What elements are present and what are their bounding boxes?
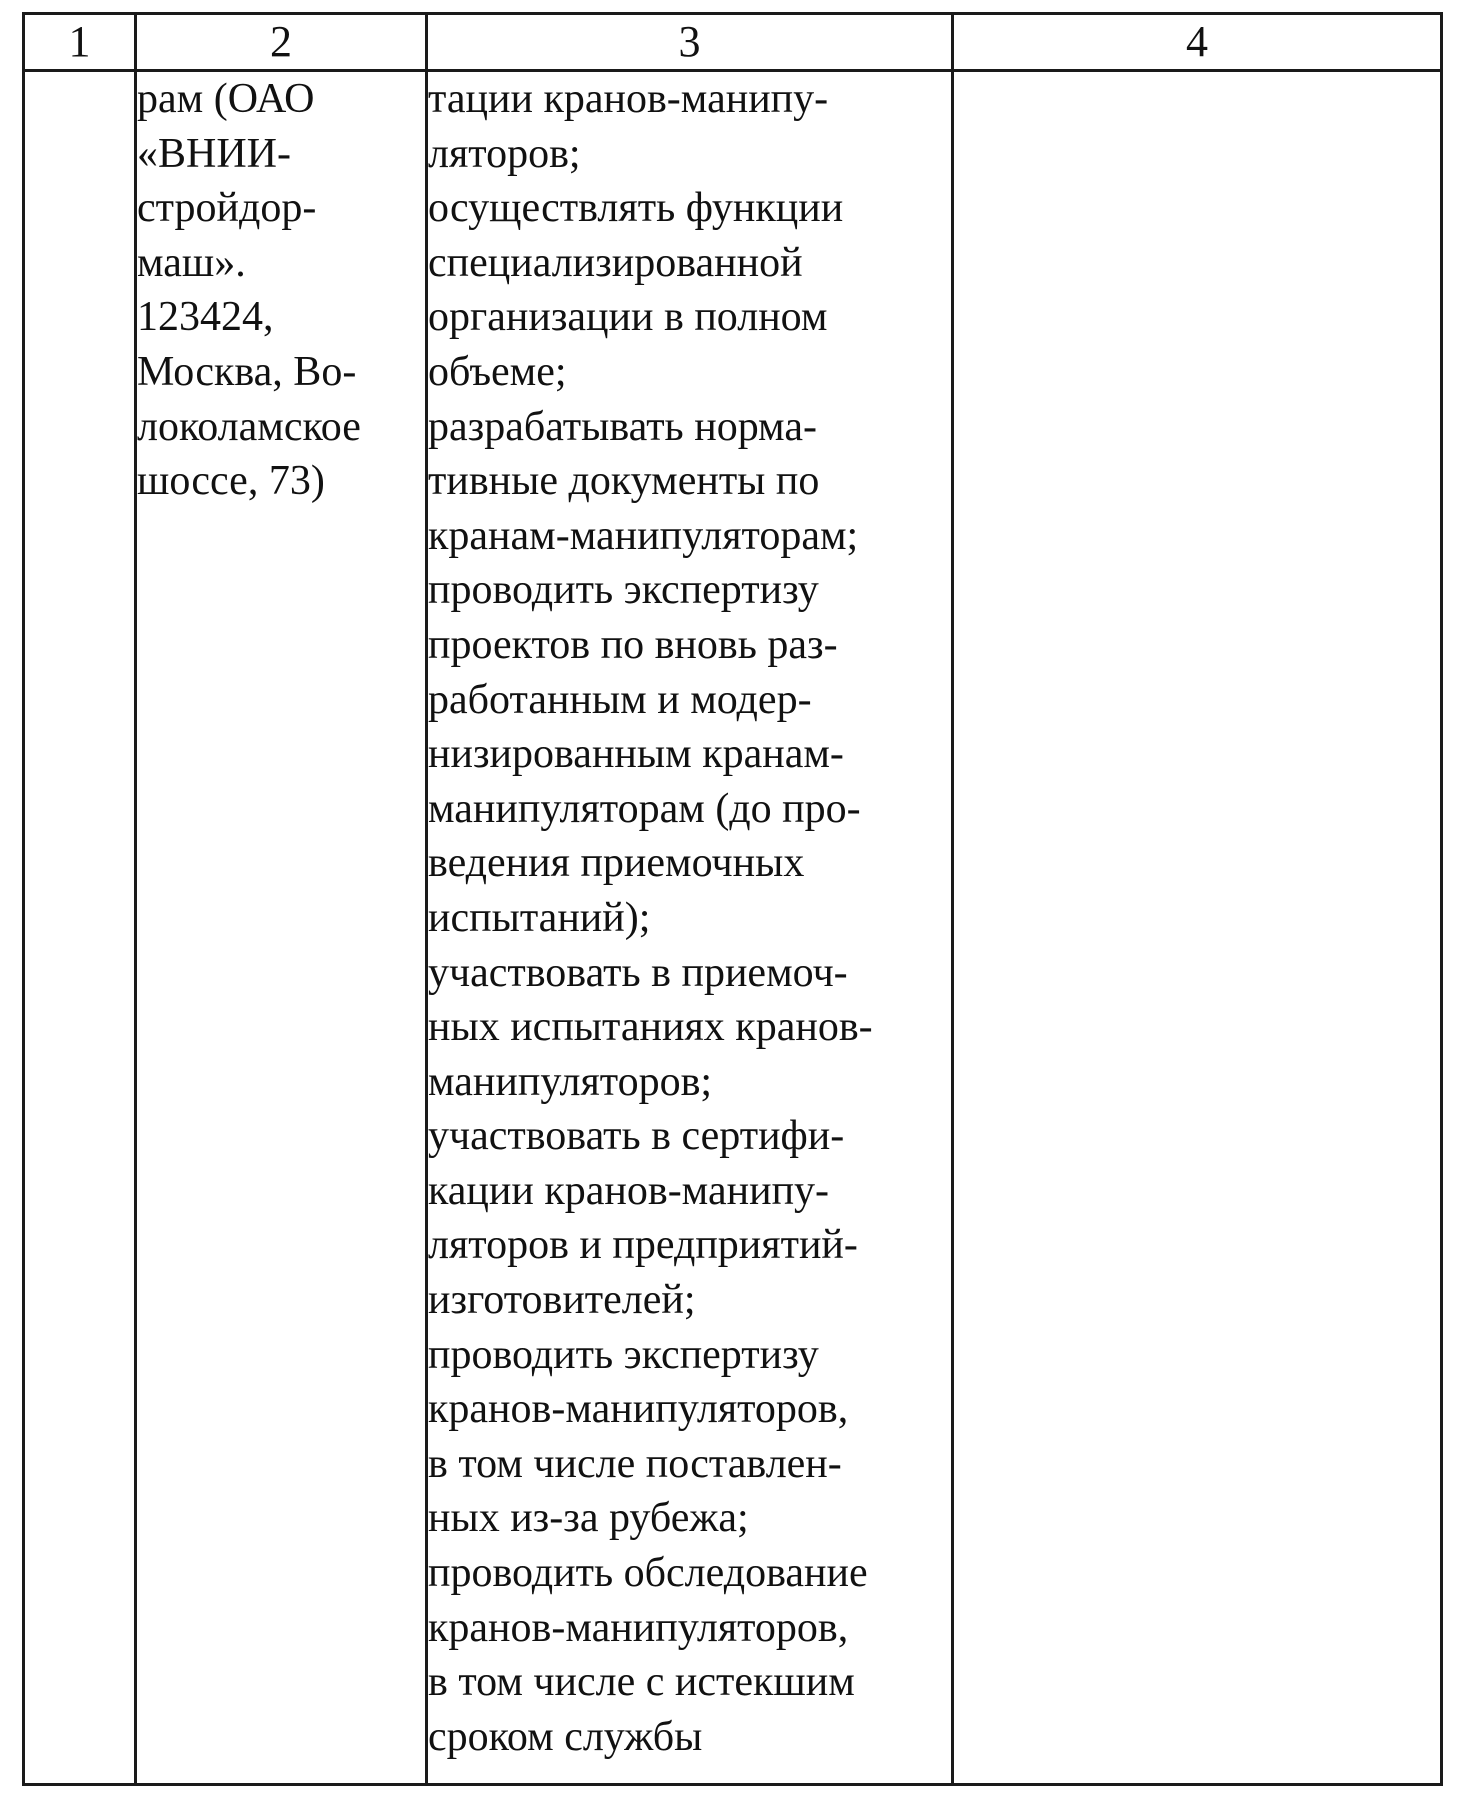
text-line: тации кранов-манипу- — [428, 76, 829, 122]
text-line: специализированной — [428, 239, 803, 286]
col2-text — [137, 72, 425, 509]
text-line: работанным и модер- — [428, 676, 812, 723]
text-line: 123424, — [137, 294, 274, 341]
text-line: ведения приемочных — [428, 840, 805, 887]
text-line: локоламское — [137, 403, 361, 450]
text-line: в том числе поставлен- — [428, 1440, 842, 1487]
text-line: ляторов и предприятий- — [428, 1222, 858, 1269]
header-col-2: 2 — [136, 14, 427, 71]
text-line: изготовителей; — [428, 1277, 696, 1324]
text-line: кранов-манипуляторов, — [428, 1386, 849, 1433]
cell-functions-list — [427, 71, 953, 1785]
text-line: кранам-манипуляторам; — [428, 512, 859, 559]
text-line: ных из-за рубежа; — [428, 1495, 749, 1542]
text-line: кации кранов-манипу- — [428, 1167, 830, 1214]
text-line: низированным кранам- — [428, 731, 844, 778]
text-line: испытаний); — [428, 894, 651, 941]
text-line: в том числе с истекшим — [428, 1659, 855, 1706]
cell-col-1 — [24, 71, 136, 1785]
text-line: Москва, Во- — [137, 348, 357, 395]
text-line: шоссе, 73) — [137, 458, 325, 505]
table-row — [24, 71, 1442, 1785]
text-line: участвовать в приемоч- — [428, 949, 848, 996]
text-line: манипуляторам (до про- — [428, 785, 861, 832]
text-line: ных испытаниях кранов- — [428, 1004, 873, 1051]
text-line: рам (ОАО — [137, 76, 315, 122]
text-line: манипуляторов; — [428, 1058, 713, 1105]
col3-text — [428, 72, 951, 1764]
document-page — [22, 12, 1440, 1786]
text-line: кранов-манипуляторов, — [428, 1604, 849, 1651]
document-table — [22, 12, 1443, 1786]
cell-organization-address — [136, 71, 427, 1785]
text-line: проводить экспертизу — [428, 567, 819, 614]
text-line: организации в полном — [428, 294, 828, 341]
text-line: участвовать в сертифи- — [428, 1113, 845, 1160]
text-line: проектов по вновь раз- — [428, 621, 838, 668]
text-line: объеме; — [428, 348, 567, 395]
header-col-1: 1 — [24, 14, 136, 71]
text-line: маш». — [137, 239, 246, 286]
text-line: разрабатывать норма- — [428, 403, 817, 450]
cell-col-4 — [953, 71, 1442, 1785]
text-line: «ВНИИ- — [137, 130, 291, 177]
header-col-4: 4 — [953, 14, 1442, 71]
text-line: проводить экспертизу — [428, 1331, 819, 1378]
text-line: тивные документы по — [428, 458, 820, 505]
header-col-3: 3 — [427, 14, 953, 71]
text-line: проводить обследование — [428, 1550, 868, 1597]
table-header-row — [24, 14, 1442, 71]
text-line: осуществлять функции — [428, 185, 844, 232]
text-line: ляторов; — [428, 130, 581, 177]
text-line: стройдор- — [137, 185, 317, 232]
text-line: сроком службы — [428, 1713, 703, 1760]
